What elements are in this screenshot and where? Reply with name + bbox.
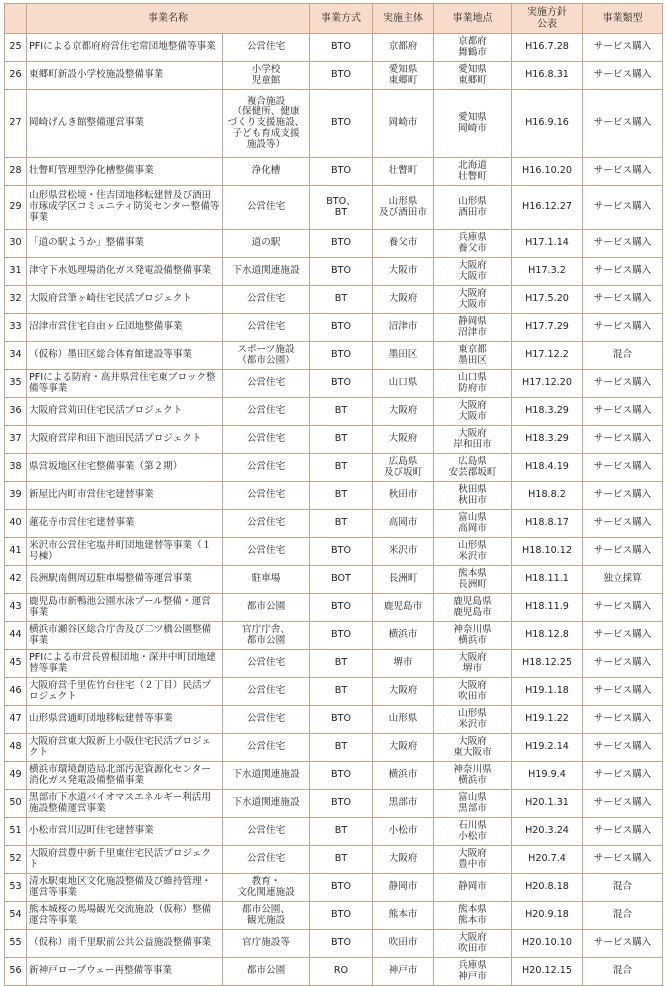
project-method: BTO — [310, 762, 373, 790]
row-number: 42 — [5, 566, 27, 594]
project-method: BTO — [310, 158, 373, 186]
project-name: 県営坂地区住宅整備事業（第２期） — [27, 454, 223, 482]
project-method: BT — [310, 482, 373, 510]
row-number: 35 — [5, 370, 27, 398]
header-name: 事業名称 — [27, 4, 310, 34]
facility-type: 公営住宅 — [223, 650, 310, 678]
facility-type: 公営住宅 — [223, 734, 310, 762]
project-type: サービス購入 — [583, 62, 663, 90]
project-type: サービス購入 — [583, 482, 663, 510]
project-name: 黒部市下水道バイオマスエネルギー利活用施設整備運営事業 — [27, 790, 223, 818]
project-method: BT — [310, 510, 373, 538]
row-number: 41 — [5, 538, 27, 566]
project-name: 清水駅東地区文化施設整備及び維持管理・運営等事業 — [27, 874, 223, 902]
table-row — [5, 454, 663, 482]
project-location: 神奈川県 横浜市 — [434, 622, 512, 650]
implementing-entity: 大阪府 — [373, 678, 434, 706]
announce-date: H18.11.9 — [512, 594, 583, 622]
announce-date: H20.9.18 — [512, 902, 583, 930]
project-method: BTO — [310, 874, 373, 902]
project-type: サービス購入 — [583, 790, 663, 818]
project-method: BTO — [310, 902, 373, 930]
row-number: 48 — [5, 734, 27, 762]
announce-date: H16.9.16 — [512, 90, 583, 158]
announce-date: H20.12.15 — [512, 958, 583, 986]
row-number: 53 — [5, 874, 27, 902]
facility-type: 公営住宅 — [223, 34, 310, 62]
project-name: 壮瞥町管理型浄化槽整備事業 — [27, 158, 223, 186]
project-type: サービス購入 — [583, 622, 663, 650]
facility-type: 公営住宅 — [223, 818, 310, 846]
project-type: 独立採算 — [583, 566, 663, 594]
header-method: 事業方式 — [310, 4, 373, 34]
project-type: サービス購入 — [583, 454, 663, 482]
facility-type: 公営住宅 — [223, 482, 310, 510]
project-method: BTO — [310, 790, 373, 818]
project-name: 「道の駅ようか」整備事業 — [27, 230, 223, 258]
row-number: 34 — [5, 342, 27, 370]
project-name: 長洲駅南側周辺駐車場整備等運営事業 — [27, 566, 223, 594]
table-row — [5, 930, 663, 958]
project-type: サービス購入 — [583, 538, 663, 566]
announce-date: H18.8.2 — [512, 482, 583, 510]
project-type: サービス購入 — [583, 34, 663, 62]
row-number: 46 — [5, 678, 27, 706]
project-name: 大阪府営筆ヶ崎住宅民活プロジェクト — [27, 286, 223, 314]
announce-date: H18.8.17 — [512, 510, 583, 538]
row-number: 43 — [5, 594, 27, 622]
table-row — [5, 902, 663, 930]
table-row — [5, 650, 663, 678]
facility-type: 下水道関連施設 — [223, 762, 310, 790]
facility-type: 都市公園 — [223, 958, 310, 986]
project-type: サービス購入 — [583, 314, 663, 342]
implementing-entity: 米沢市 — [373, 538, 434, 566]
implementing-entity: 岡崎市 — [373, 90, 434, 158]
table-row — [5, 230, 663, 258]
project-type: サービス購入 — [583, 398, 663, 426]
facility-type: 公営住宅 — [223, 186, 310, 230]
project-name: 米沢市公営住宅塩井町団地建替等事業（１号棟） — [27, 538, 223, 566]
announce-date: H18.12.25 — [512, 650, 583, 678]
announce-date: H19.2.14 — [512, 734, 583, 762]
announce-date: H17.5.20 — [512, 286, 583, 314]
project-location: 静岡県 沼津市 — [434, 314, 512, 342]
project-name: 横浜市瀬谷区総合庁舎及び二ツ橋公園整備事業 — [27, 622, 223, 650]
project-location: 大阪府 堺市 — [434, 650, 512, 678]
implementing-entity: 黒部市 — [373, 790, 434, 818]
project-method: BT — [310, 398, 373, 426]
project-method: BTO — [310, 230, 373, 258]
facility-type: 官庁施設等 — [223, 930, 310, 958]
implementing-entity: 秋田市 — [373, 482, 434, 510]
project-type: サービス購入 — [583, 594, 663, 622]
facility-type: 公営住宅 — [223, 314, 310, 342]
project-method: BTO — [310, 90, 373, 158]
project-method: BT — [310, 818, 373, 846]
project-name: 鹿児島市新鴨池公園水泳プール整備・運営事業 — [27, 594, 223, 622]
project-location: 大阪府 岸和田市 — [434, 426, 512, 454]
project-method: BTO — [310, 930, 373, 958]
project-name: 沼津市営住宅自由ヶ丘団地整備事業 — [27, 314, 223, 342]
announce-date: H18.12.8 — [512, 622, 583, 650]
table-row — [5, 314, 663, 342]
row-number: 51 — [5, 818, 27, 846]
project-name: 岡崎げんき館整備運営事業 — [27, 90, 223, 158]
project-location: 大阪府 吹田市 — [434, 930, 512, 958]
project-method: BTO — [310, 342, 373, 370]
project-type: 混合 — [583, 958, 663, 986]
project-name: PFIによる市営長曽根団地・深井中町団地建替等事業 — [27, 650, 223, 678]
implementing-entity: 鹿児島市 — [373, 594, 434, 622]
facility-type: 駐車場 — [223, 566, 310, 594]
announce-date: H18.4.19 — [512, 454, 583, 482]
implementing-entity: 広島県 及び坂町 — [373, 454, 434, 482]
table-row — [5, 762, 663, 790]
project-method: BT — [310, 678, 373, 706]
project-location: 大阪府 大阪市 — [434, 258, 512, 286]
project-location: 広島県 安芸郡坂町 — [434, 454, 512, 482]
project-method: BT — [310, 454, 373, 482]
row-number: 29 — [5, 186, 27, 230]
project-location: 東京都 墨田区 — [434, 342, 512, 370]
pfi-project-table — [4, 3, 663, 986]
implementing-entity: 高岡市 — [373, 510, 434, 538]
implementing-entity: 京都府 — [373, 34, 434, 62]
row-number: 36 — [5, 398, 27, 426]
facility-type: 複合施設 （保健所、健康 づくり支援施設、 子ども育成支援 施設等） — [223, 90, 310, 158]
implementing-entity: 山形県 及び酒田市 — [373, 186, 434, 230]
header-type: 事業類型 — [583, 4, 663, 34]
header-no — [5, 4, 27, 34]
table-row — [5, 426, 663, 454]
project-name: 大阪府営千里佐竹台住宅（２丁目）民活プロジェクト — [27, 678, 223, 706]
implementing-entity: 山口県 — [373, 370, 434, 398]
announce-date: H19.1.22 — [512, 706, 583, 734]
facility-type: 教育・ 文化関連施設 — [223, 874, 310, 902]
announce-date: H19.9.4 — [512, 762, 583, 790]
project-method: BTO — [310, 706, 373, 734]
facility-type: 公営住宅 — [223, 286, 310, 314]
announce-date: H17.3.2 — [512, 258, 583, 286]
header-entity: 実施主体 — [373, 4, 434, 34]
table-row — [5, 566, 663, 594]
facility-type: 公営住宅 — [223, 510, 310, 538]
project-type: サービス購入 — [583, 762, 663, 790]
project-location: 神奈川県 横浜市 — [434, 762, 512, 790]
project-location: 兵庫県 神戸市 — [434, 958, 512, 986]
project-type: サービス購入 — [583, 846, 663, 874]
project-type: サービス購入 — [583, 650, 663, 678]
facility-type: 公営住宅 — [223, 398, 310, 426]
table-header-row — [5, 4, 663, 34]
row-number: 50 — [5, 790, 27, 818]
table-row — [5, 874, 663, 902]
table-row — [5, 538, 663, 566]
project-name: 山形県営松境・住吉団地移転建替及び酒田市琢成学区コミュニティ防災センター整備等事業 — [27, 186, 223, 230]
table-row — [5, 482, 663, 510]
project-type: サービス購入 — [583, 818, 663, 846]
project-location: 兵庫県 養父市 — [434, 230, 512, 258]
project-name: 小松市営川辺町住宅建替事業 — [27, 818, 223, 846]
row-number: 26 — [5, 62, 27, 90]
project-method: BTO — [310, 62, 373, 90]
implementing-entity: 吹田市 — [373, 930, 434, 958]
project-type: サービス購入 — [583, 734, 663, 762]
row-number: 27 — [5, 90, 27, 158]
facility-type: 公営住宅 — [223, 538, 310, 566]
facility-type: 公営住宅 — [223, 846, 310, 874]
implementing-entity: 横浜市 — [373, 762, 434, 790]
table-row — [5, 678, 663, 706]
table-row — [5, 622, 663, 650]
table-row — [5, 790, 663, 818]
announce-date: H20.10.10 — [512, 930, 583, 958]
facility-type: 公営住宅 — [223, 706, 310, 734]
project-method: BT — [310, 734, 373, 762]
row-number: 52 — [5, 846, 27, 874]
project-type: サービス購入 — [583, 230, 663, 258]
announce-date: H20.8.18 — [512, 874, 583, 902]
table-row — [5, 342, 663, 370]
implementing-entity: 長洲町 — [373, 566, 434, 594]
facility-type: スポーツ施設 （都市公園） — [223, 342, 310, 370]
row-number: 30 — [5, 230, 27, 258]
project-type: サービス購入 — [583, 930, 663, 958]
facility-type: 公営住宅 — [223, 370, 310, 398]
project-method: BTO、 BT — [310, 186, 373, 230]
project-name: 大阪府営岸和田下池田民活プロジェクト — [27, 426, 223, 454]
announce-date: H20.3.24 — [512, 818, 583, 846]
project-type: サービス購入 — [583, 158, 663, 186]
project-name: （仮称）墨田区総合体育館建設等事業 — [27, 342, 223, 370]
project-method: BT — [310, 846, 373, 874]
row-number: 25 — [5, 34, 27, 62]
implementing-entity: 大阪府 — [373, 846, 434, 874]
table-row — [5, 62, 663, 90]
implementing-entity: 横浜市 — [373, 622, 434, 650]
announce-date: H18.3.29 — [512, 398, 583, 426]
project-location: 静岡市 — [434, 874, 512, 902]
table-row — [5, 258, 663, 286]
table-row — [5, 510, 663, 538]
row-number: 28 — [5, 158, 27, 186]
project-location: 大阪府 大阪市 — [434, 286, 512, 314]
row-number: 45 — [5, 650, 27, 678]
project-location: 山形県 米沢市 — [434, 706, 512, 734]
facility-type: 道の駅 — [223, 230, 310, 258]
facility-type: 小学校 児童館 — [223, 62, 310, 90]
announce-date: H20.1.31 — [512, 790, 583, 818]
table-row — [5, 818, 663, 846]
project-type: 混合 — [583, 874, 663, 902]
announce-date: H17.12.2 — [512, 342, 583, 370]
project-location: 大阪府 東大阪市 — [434, 734, 512, 762]
row-number: 37 — [5, 426, 27, 454]
project-name: 蓮花寺市営住宅建替事業 — [27, 510, 223, 538]
implementing-entity: 大阪府 — [373, 286, 434, 314]
project-location: 熊本県 熊本市 — [434, 902, 512, 930]
table-row — [5, 370, 663, 398]
implementing-entity: 壮瞥町 — [373, 158, 434, 186]
table-row — [5, 594, 663, 622]
project-location: 大阪府 大阪市 — [434, 398, 512, 426]
project-method: BTO — [310, 258, 373, 286]
row-number: 40 — [5, 510, 27, 538]
project-method: BT — [310, 286, 373, 314]
implementing-entity: 愛知県 東郷町 — [373, 62, 434, 90]
table-row — [5, 958, 663, 986]
table-body — [5, 34, 663, 986]
project-type: サービス購入 — [583, 186, 663, 230]
project-location: 石川県 小松市 — [434, 818, 512, 846]
project-location: 山口県 防府市 — [434, 370, 512, 398]
project-method: BTO — [310, 34, 373, 62]
table-row — [5, 286, 663, 314]
project-type: サービス購入 — [583, 426, 663, 454]
project-method: BTO — [310, 594, 373, 622]
table-row — [5, 90, 663, 158]
project-location: 大阪府 豊中市 — [434, 846, 512, 874]
project-method: RO — [310, 958, 373, 986]
project-type: サービス購入 — [583, 286, 663, 314]
announce-date: H16.12.27 — [512, 186, 583, 230]
project-name: 新神戸ロープウェー再整備等事業 — [27, 958, 223, 986]
table-row — [5, 706, 663, 734]
table-row — [5, 398, 663, 426]
project-location: 富山県 黒部市 — [434, 790, 512, 818]
project-location: 京都府 舞鶴市 — [434, 34, 512, 62]
announce-date: H16.8.31 — [512, 62, 583, 90]
row-number: 31 — [5, 258, 27, 286]
facility-type: 公営住宅 — [223, 426, 310, 454]
row-number: 54 — [5, 902, 27, 930]
implementing-entity: 大阪府 — [373, 734, 434, 762]
table-row — [5, 158, 663, 186]
announce-date: H16.7.28 — [512, 34, 583, 62]
implementing-entity: 墨田区 — [373, 342, 434, 370]
project-location: 愛知県 岡崎市 — [434, 90, 512, 158]
implementing-entity: 神戸市 — [373, 958, 434, 986]
project-type: 混合 — [583, 342, 663, 370]
project-name: 横浜市環境創造局北部汚泥資源化センター消化ガス発電設備整備事業 — [27, 762, 223, 790]
header-location: 事業地点 — [434, 4, 512, 34]
announce-date: H17.12.20 — [512, 370, 583, 398]
implementing-entity: 沼津市 — [373, 314, 434, 342]
row-number: 33 — [5, 314, 27, 342]
project-method: BTO — [310, 538, 373, 566]
facility-type: 下水道関連施設 — [223, 258, 310, 286]
project-method: BT — [310, 650, 373, 678]
project-name: 大阪府営豊中新千里東住宅民活プロジェクト — [27, 846, 223, 874]
facility-type: 官庁庁舎、 都市公園 — [223, 622, 310, 650]
project-name: 東郷町新設小学校施設整備事業 — [27, 62, 223, 90]
facility-type: 下水道関連施設 — [223, 790, 310, 818]
announce-date: H18.11.1 — [512, 566, 583, 594]
implementing-entity: 大阪市 — [373, 258, 434, 286]
table-row — [5, 34, 663, 62]
project-name: PFIによる防府・高井県営住宅東ブロック整備等事業 — [27, 370, 223, 398]
row-number: 44 — [5, 622, 27, 650]
announce-date: H19.1.18 — [512, 678, 583, 706]
table-row — [5, 734, 663, 762]
project-type: サービス購入 — [583, 678, 663, 706]
announce-date: H20.7.4 — [512, 846, 583, 874]
announce-date: H17.1.14 — [512, 230, 583, 258]
project-location: 山形県 酒田市 — [434, 186, 512, 230]
project-location: 秋田県 秋田市 — [434, 482, 512, 510]
implementing-entity: 山形県 — [373, 706, 434, 734]
announce-date: H17.7.29 — [512, 314, 583, 342]
facility-type: 都市公園、 観光施設 — [223, 902, 310, 930]
implementing-entity: 静岡市 — [373, 874, 434, 902]
implementing-entity: 養父市 — [373, 230, 434, 258]
project-location: 熊本県 長洲町 — [434, 566, 512, 594]
project-name: 熊本城桜の馬場観光交流施設（仮称）整備運営等事業 — [27, 902, 223, 930]
row-number: 56 — [5, 958, 27, 986]
project-type: サービス購入 — [583, 706, 663, 734]
project-type: サービス購入 — [583, 258, 663, 286]
row-number: 38 — [5, 454, 27, 482]
project-type: サービス購入 — [583, 370, 663, 398]
project-method: BTO — [310, 622, 373, 650]
announce-date: H18.3.29 — [512, 426, 583, 454]
project-method: BT — [310, 426, 373, 454]
implementing-entity: 大阪府 — [373, 426, 434, 454]
project-location: 北海道 壮瞥町 — [434, 158, 512, 186]
project-type: サービス購入 — [583, 510, 663, 538]
implementing-entity: 大阪府 — [373, 398, 434, 426]
facility-type: 都市公園 — [223, 594, 310, 622]
row-number: 47 — [5, 706, 27, 734]
header-announce: 実施方針 公表 — [512, 4, 583, 34]
project-method: BTO — [310, 370, 373, 398]
project-method: BTO — [310, 314, 373, 342]
project-name: PFIによる京都府府営住宅常団地整備等事業 — [27, 34, 223, 62]
table-row — [5, 846, 663, 874]
project-location: 愛知県 東郷町 — [434, 62, 512, 90]
project-name: 新屋比内町市営住宅建替事業 — [27, 482, 223, 510]
project-location: 山形県 米沢市 — [434, 538, 512, 566]
announce-date: H18.10.12 — [512, 538, 583, 566]
project-name: 大阪府営東大阪新上小阪住宅民活プロジェクト — [27, 734, 223, 762]
facility-type: 公営住宅 — [223, 454, 310, 482]
project-type: サービス購入 — [583, 90, 663, 158]
implementing-entity: 熊本市 — [373, 902, 434, 930]
project-name: 大阪府営苅田住宅民活プロジェクト — [27, 398, 223, 426]
row-number: 49 — [5, 762, 27, 790]
project-type: 混合 — [583, 902, 663, 930]
facility-type: 公営住宅 — [223, 678, 310, 706]
project-name: 津守下水処理場消化ガス発電設備整備事業 — [27, 258, 223, 286]
row-number: 39 — [5, 482, 27, 510]
table-row — [5, 186, 663, 230]
project-name: 山形県営通町団地移転建替等事業 — [27, 706, 223, 734]
row-number: 32 — [5, 286, 27, 314]
implementing-entity: 堺市 — [373, 650, 434, 678]
announce-date: H16.10.20 — [512, 158, 583, 186]
project-location: 富山県 高岡市 — [434, 510, 512, 538]
project-location: 鹿児島県 鹿児島市 — [434, 594, 512, 622]
row-number: 55 — [5, 930, 27, 958]
project-location: 大阪府 吹田市 — [434, 678, 512, 706]
project-name: （仮称）南千里駅前公共公益施設整備事業 — [27, 930, 223, 958]
project-method: BOT — [310, 566, 373, 594]
implementing-entity: 小松市 — [373, 818, 434, 846]
facility-type: 浄化槽 — [223, 158, 310, 186]
